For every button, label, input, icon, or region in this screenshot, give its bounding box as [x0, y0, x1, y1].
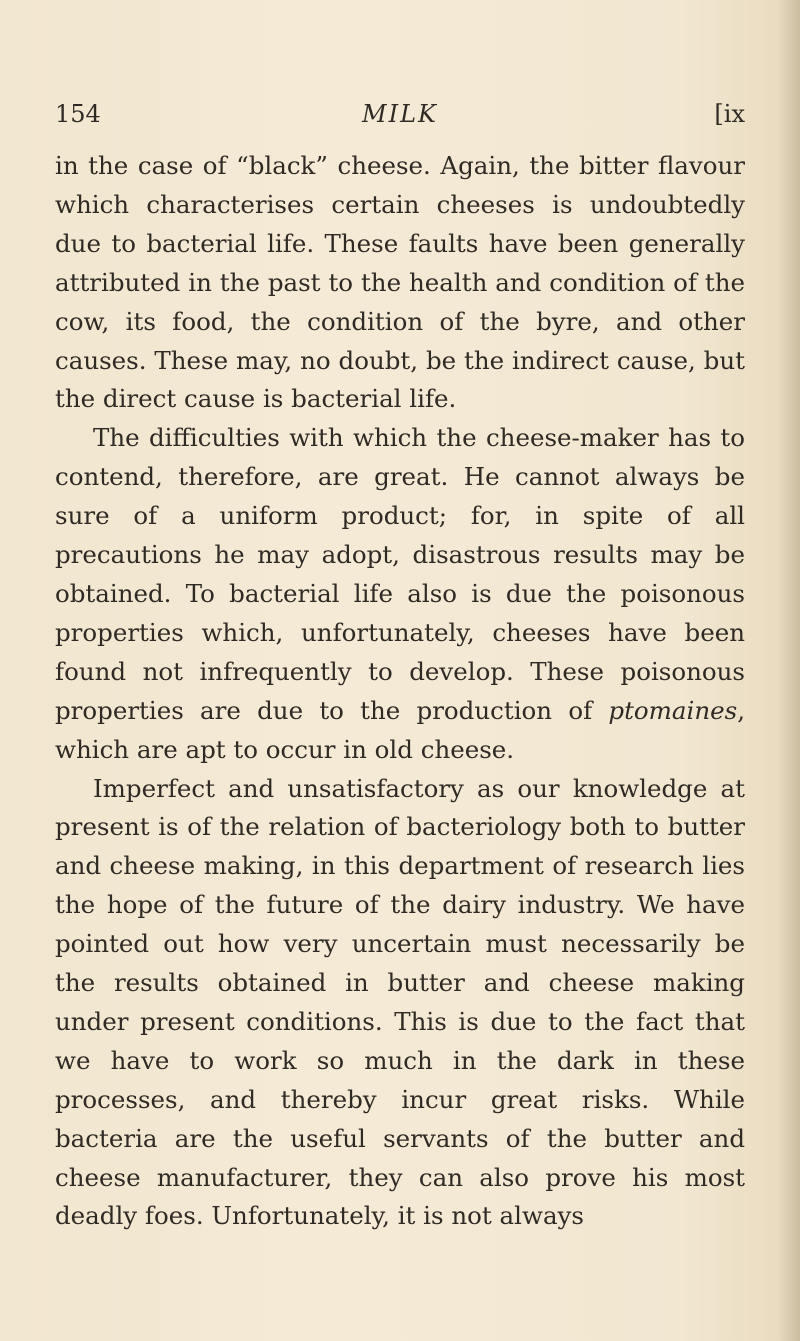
paragraph-2: [55, 419, 745, 769]
chapter-marker: [ix: [714, 100, 745, 128]
running-title: MILK: [362, 100, 438, 128]
paragraph-3: Imperfect and unsatisfactory as our knowledge at present is of the relation of bacteriology both to butter and cheese making, in this department of research lies the hope of the future of the dairy industry. We have pointed out how very uncertain must necessarily be the results obtained in butter and cheese making under present conditions. This is due to the fact that we have to work so much in the dark in these processes, and thereby incur great risks. While bacteria are the useful servants of the butter and cheese manufacturer, they can also prove his most deadly foes. Unfortunately, it is not always: [55, 773, 745, 1231]
paragraph-1: in the case of “black” cheese. Again, the bitter flavour which characterises certain cheeses is undoubtedly due to bacterial life. These faults have been generally attributed in the past to the health and condition of the cow, its food, the condition of the byre, and other causes. These may, no doubt, be the indirect cause, but the direct cause is bacterial life.: [55, 151, 745, 414]
page-edge-shadow: [778, 0, 800, 1341]
paragraph-2-text-before: The difficulties with which the cheese-maker has to contend, therefore, are great. He cannot always be sure of a uniform product; for, in spite of all precautions he may adopt, disastrous results may be obtained. To bacterial life also is due the poisonous properties which, unfortunately, cheeses have been found not infrequently to develop. These poisonous properties are due to the production of: [55, 423, 745, 725]
paragraph-2-italic-term: ptomaines: [608, 695, 738, 725]
page-header: [55, 100, 745, 140]
page-number: 154: [55, 100, 101, 128]
paragraph-2-text-after: , which are apt to occur in old cheese.: [55, 695, 745, 764]
body-text: [55, 147, 745, 1236]
